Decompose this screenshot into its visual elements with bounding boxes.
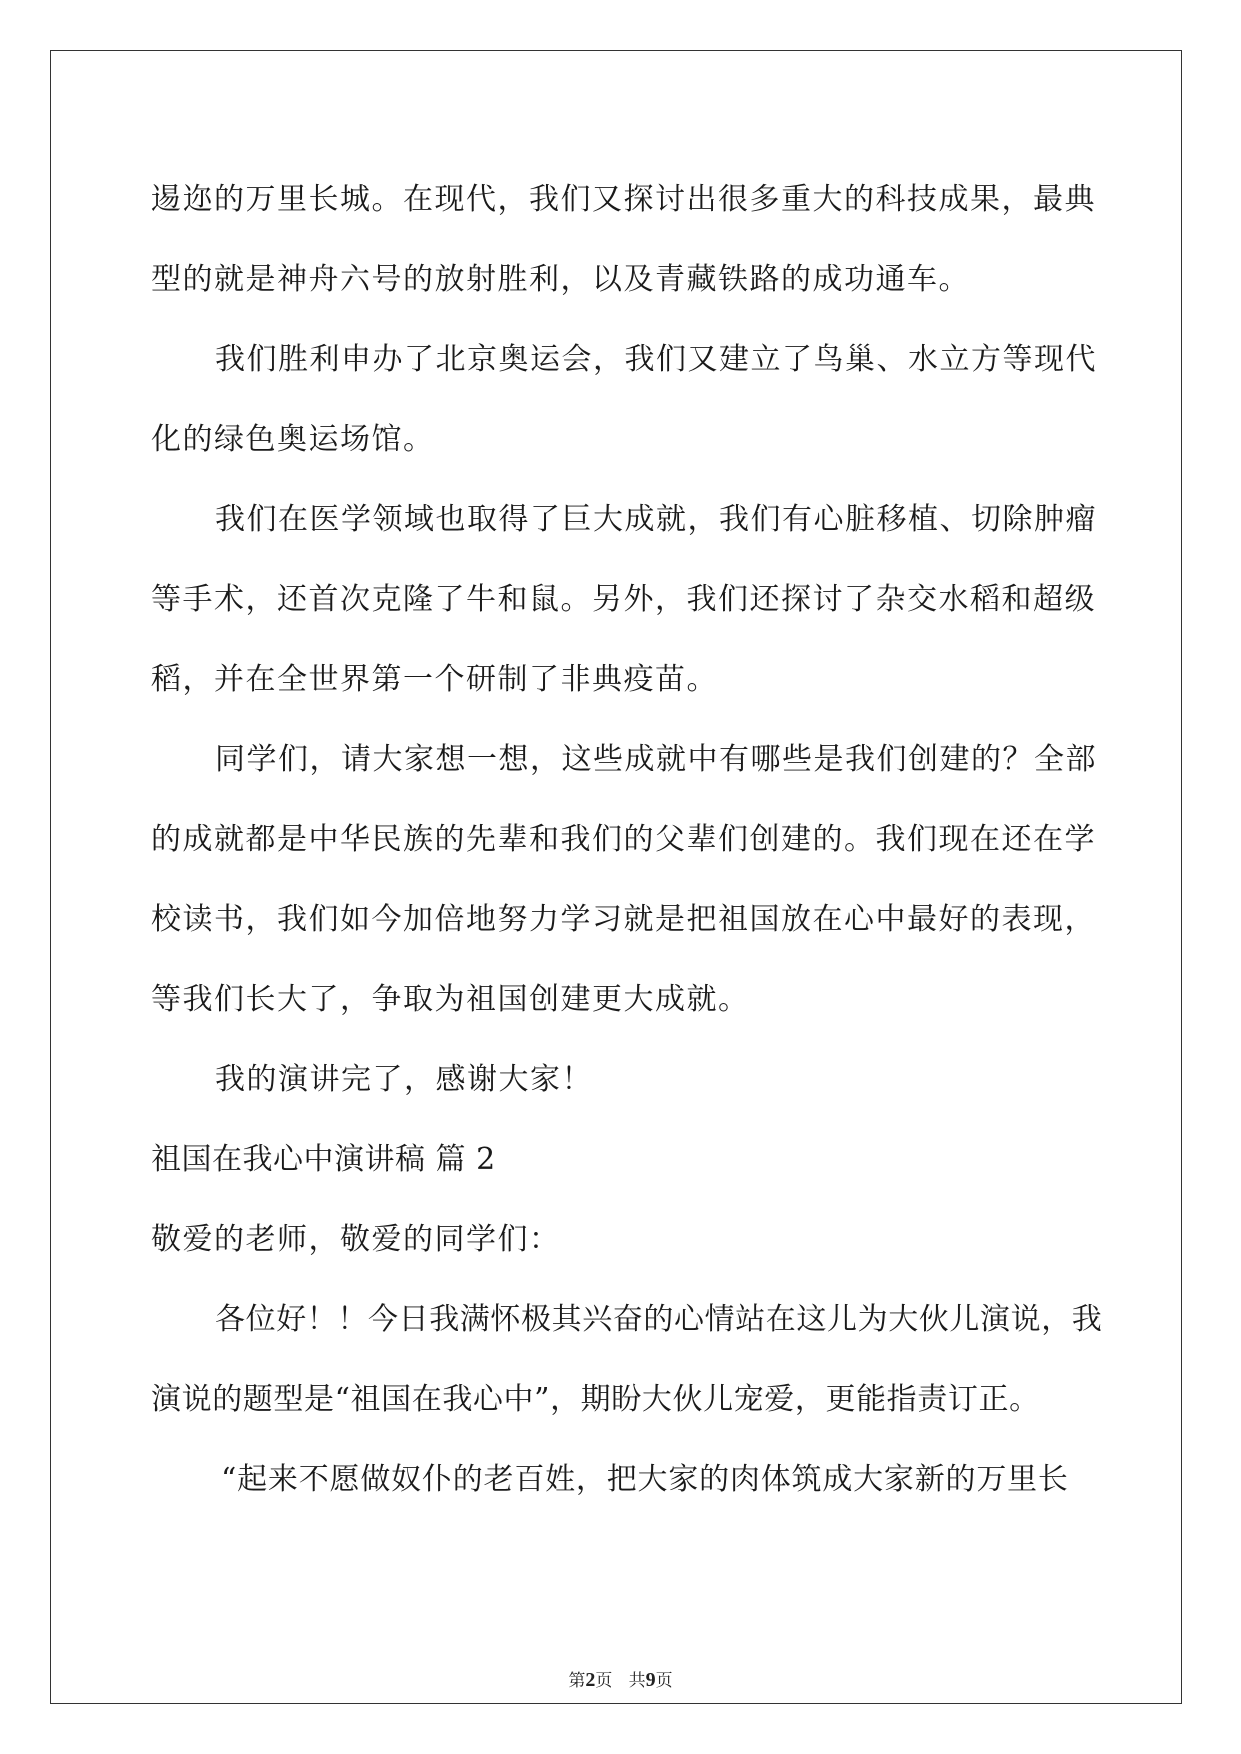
text-line: 演说的题型是“祖国在我心中”，期盼大伙儿宠爱，更能指责订正。 — [151, 1382, 1040, 1417]
text-line: 同学们，请大家想一想，这些成就中有哪些是我们创建的？全部 — [215, 742, 1097, 777]
text-line: 我们在医学领域也取得了巨大成就，我们有心脏移植、切除肿瘤 — [215, 502, 1097, 537]
text-line: “起来不愿做奴仆的老百姓，把大家的肉体筑成大家新的万里长 — [221, 1462, 1069, 1497]
footer-total-prefix: 共 — [628, 1671, 646, 1691]
text-line: 各位好！！今日我满怀极其兴奋的心情站在这儿为大伙儿演说，我 — [215, 1302, 1103, 1337]
total-pages: 9 — [645, 1669, 656, 1691]
footer-page-suffix: 页 — [595, 1671, 613, 1691]
text-line: 我的演讲完了，感谢大家！ — [215, 1062, 593, 1097]
text-line: 等我们长大了，争取为祖国创建更大成就。 — [151, 982, 750, 1017]
text-line: 稻，并在全世界第一个研制了非典疫苗。 — [151, 662, 718, 697]
salutation: 敬爱的老师，敬爱的同学们： — [151, 1222, 561, 1257]
document-body — [151, 160, 1103, 1520]
section-heading: 祖国在我心中演讲稿 篇 2 — [151, 1142, 496, 1177]
footer-prefix: 第 — [568, 1671, 586, 1691]
text-line: 化的绿色奥运场馆。 — [151, 422, 435, 457]
text-line: 型的就是神舟六号的放射胜利，以及青藏铁路的成功通车。 — [151, 262, 970, 297]
page-number: 2 — [585, 1669, 596, 1691]
text-line: 等手术，还首次克隆了牛和鼠。另外，我们还探讨了杂交水稻和超级 — [151, 582, 1096, 617]
text-line: 我们胜利申办了北京奥运会，我们又建立了鸟巢、水立方等现代 — [215, 342, 1097, 377]
text-line: 校读书，我们如今加倍地努力学习就是把祖国放在心中最好的表现， — [151, 902, 1096, 937]
text-line: 的成就都是中华民族的先辈和我们的父辈们创建的。我们现在还在学 — [151, 822, 1096, 857]
footer-total-suffix: 页 — [655, 1671, 673, 1691]
text-line: 逷迩的万里长城。在现代，我们又探讨出很多重大的科技成果，最典 — [151, 182, 1096, 217]
page-footer — [0, 1666, 1241, 1692]
